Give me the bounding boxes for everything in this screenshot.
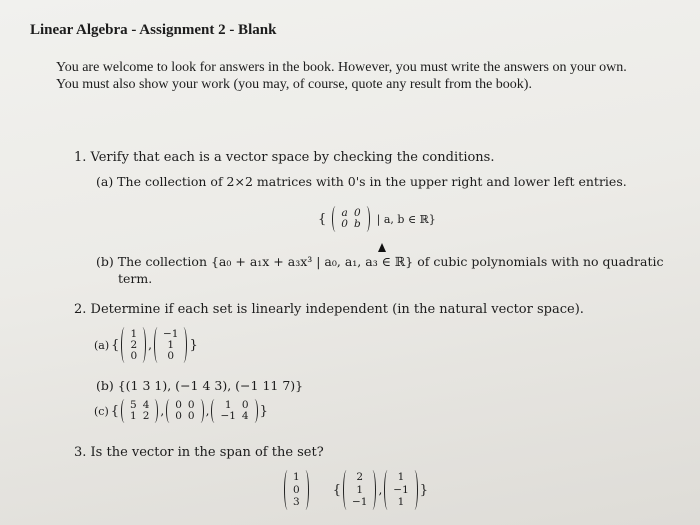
vector-entry: 1 xyxy=(356,483,364,496)
vector-entry: 0 xyxy=(167,349,175,362)
matrix-cell: 1 xyxy=(130,410,137,422)
matrix-cell: 0 xyxy=(341,218,348,230)
matrix-cell: −1 xyxy=(220,410,236,422)
vector-entry: 2 xyxy=(356,471,364,484)
vector-entry: −1 xyxy=(162,327,179,340)
question-1a-set xyxy=(316,206,436,232)
matrix-cell: 0 xyxy=(353,207,361,219)
vector-entry: 3 xyxy=(293,496,300,509)
matrix-cell: 4 xyxy=(142,399,150,411)
matrix-1a xyxy=(332,206,369,232)
question-2b-text: (b) {(1 3 1), (−1 4 3), (−1 11 7)} xyxy=(96,378,304,393)
vector-entry: 1 xyxy=(130,327,138,340)
question-1b-text: (b) The collection {a₀ + a₁x + a₃x³ | a₀, a₁, a₃ ∈ ℝ} of cubic polynomials with no quadratic xyxy=(96,254,664,269)
matrix-cell: 0 xyxy=(175,410,182,422)
vector-3-target xyxy=(284,470,309,510)
question-2a-label: (a) xyxy=(94,338,110,352)
matrix-1a-grid xyxy=(339,208,362,230)
matrix-cell: 2 xyxy=(142,410,150,422)
matrix-cell: 4 xyxy=(241,410,249,422)
matrix-cell: 0 xyxy=(187,399,195,411)
vector-entry: 2 xyxy=(130,338,138,351)
matrix-cell: a xyxy=(341,207,348,219)
vector-2a-2 xyxy=(154,327,187,363)
question-3-vectors: 1 0 3 { 2 1 −1 , 1 −1 1 } xyxy=(284,470,430,510)
set-condition: | a, b ∈ ℝ} xyxy=(376,212,436,226)
vector-entry: 1 xyxy=(397,496,405,509)
question-2-text: 2. Determine if each set is linearly independent (in the natural vector space). xyxy=(74,302,584,317)
question-1a-text: (a) The collection of 2×2 matrices with 0's in the upper right and lower left entries. xyxy=(96,174,627,189)
question-3-text: 3. Is the vector in the span of the set? xyxy=(74,445,324,460)
vector-entry: 0 xyxy=(293,483,300,496)
matrix-2c-2 xyxy=(166,399,203,423)
matrix-cell: 5 xyxy=(130,399,137,411)
question-2c-label: (c) xyxy=(94,404,109,418)
vector-entry: −1 xyxy=(351,496,368,509)
mouse-cursor-icon xyxy=(378,243,386,252)
matrix-cell: 0 xyxy=(241,399,249,411)
matrix-cell: 1 xyxy=(224,399,232,411)
set-open-brace: { xyxy=(318,211,327,227)
question-1-text: 1. Verify that each is a vector space by checking the conditions. xyxy=(74,150,495,165)
matrix-cell: 0 xyxy=(187,410,195,422)
matrix-2c-1 xyxy=(121,399,158,423)
intro-line-1: You are welcome to look for answers in the book. However, you must write the answers on your own. xyxy=(56,60,627,75)
matrix-cell: 0 xyxy=(175,399,182,411)
vector-3-set-1 xyxy=(343,470,376,510)
vector-entry: 1 xyxy=(167,338,175,351)
question-2a: (a) { 1 2 0 , −1 1 0 } xyxy=(94,327,198,362)
vector-entry: 1 xyxy=(293,471,300,484)
question-2c: (c) { 5 4 1 2 , 0 0 0 0 , 1 0 −1 4 } xyxy=(94,399,268,422)
matrix-cell: b xyxy=(353,218,361,230)
vector-entry: 1 xyxy=(397,471,405,484)
vector-2a-1 xyxy=(121,327,146,363)
vector-entry: 0 xyxy=(130,349,138,362)
vector-3-set-2 xyxy=(384,470,417,510)
page-title: Linear Algebra - Assignment 2 - Blank xyxy=(30,22,277,38)
intro-line-2: You must also show your work (you may, of course, quote any result from the book). xyxy=(56,77,532,92)
vector-entry: −1 xyxy=(393,483,409,496)
question-1b-text-cont: term. xyxy=(118,271,153,286)
matrix-2c-3 xyxy=(211,399,257,423)
